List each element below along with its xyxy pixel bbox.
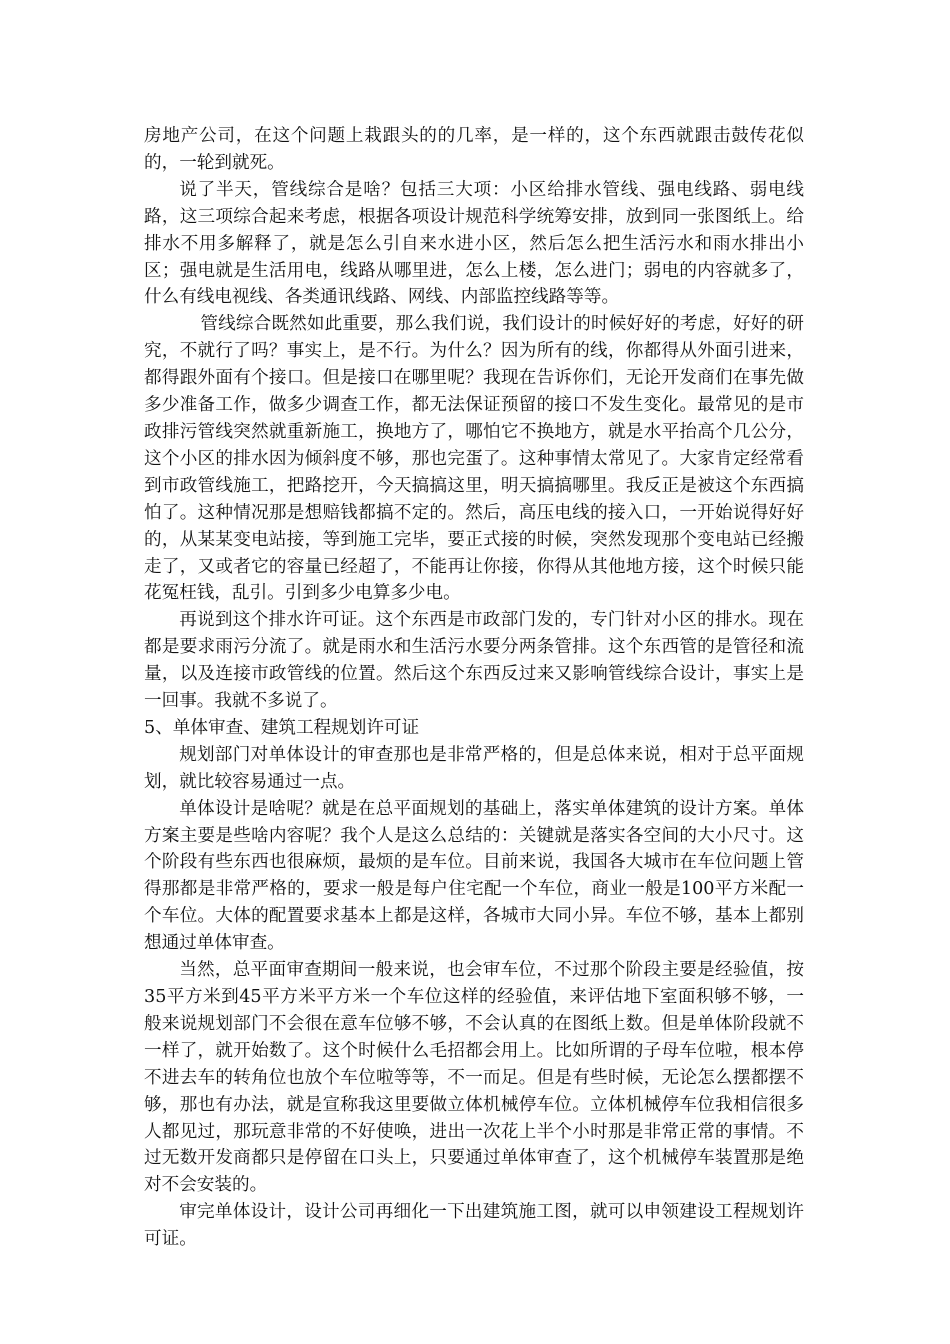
- paragraph-continuation: 房地产公司，在这个问题上栽跟头的的几率，是一样的，这个东西就跟击鼓传花似的，一轮到就死。: [144, 126, 804, 173]
- paragraph-parking-review: 当然，总平面审查期间一般来说，也会审车位，不过那个阶段主要是经验值，按35平方米到45平方米平方米一个车位这样的经验值，来评估地下室面积够不够，一般来说规划部门不会很在意车位够不够，不会认真的在图纸上数。但是单体阶段就不一样了，就开始数了。这个时候什么毛招都会用上。比如所谓的子母车位啦，根本停不进去车的转角位也放个车位啦等等，不一而足。但是有些时候，无论怎么摆都摆不够，那也有办法，就是宣称我这里要做立体机械停车位。立体机械停车位我相信很多人都见过，那玩意非常的不好使唤，进出一次花上半个小时那是非常正常的事情。不过无数开发商都只是停留在口头上，只要通过单体审查了，这个机械停车装置那是绝对不会安装的。: [144, 960, 804, 1196]
- paragraph-building-design: 单体设计是啥呢？就是在总平面规划的基础上，落实单体建筑的设计方案。单体方案主要是些啥内容呢？我个人是这么总结的：关键就是落实各空间的大小尺寸。这个阶段有些东西也很麻烦，最烦的是车位。目前来说，我国各大城市在车位问题上管得那都是非常严格的，要求一般是每户住宅配一个车位，商业一般是100平方米配一个车位。大体的配置要求基本上都是这样，各城市大同小异。车位不够，基本上都别想通过单体审查。: [144, 798, 804, 954]
- paragraph-drainage-permit: 再说到这个排水许可证。这个东西是市政部门发的，专门针对小区的排水。现在都是要求雨污分流了。就是雨水和生活污水要分两条管排。这个东西管的是管径和流量，以及连接市政管线的位置。然后这个东西反过来又影响管线综合设计，事实上是一回事。我就不多说了。: [144, 610, 804, 712]
- paragraph-pipeline-interfaces: 管线综合既然如此重要，那么我们说，我们设计的时候好好的考虑，好好的研究，不就行了吗？事实上，是不行。为什么？因为所有的线，你都得从外面引进来，都得跟外面有个接口。但是接口在哪里呢？我现在告诉你们，无论开发商们在事先做多少准备工作，做多少调查工作，都无法保证预留的接口不发生变化。最常见的是市政排污管线突然就重新施工，换地方了，哪怕它不换地方，就是水平抬高个几公分，这个小区的排水因为倾斜度不够，那也完蛋了。这种事情太常见了。大家肯定经常看到市政管线施工，把路挖开，今天搞搞这里，明天搞搞哪里。我反正是被这个东西搞怕了。这种情况那是想赔钱都搞不定的。然后，高压电线的接入口，一开始说得好好的，从某某变电站接，等到施工完毕，要正式接的时候，突然发现那个变电站已经搬走了，又或者它的容量已经超了，不能再让你接，你得从其他地方接，这个时候只能花冤枉钱，乱引。引到多少电算多少电。: [144, 314, 804, 604]
- section-heading: 5、单体审查、建筑工程规划许可证: [144, 717, 420, 738]
- paragraph-pipeline-overview: 说了半天，管线综合是啥？包括三大项：小区给排水管线、强电线路、弱电线路，这三项综合起来考虑，根据各项设计规范科学统筹安排，放到同一张图纸上。给排水不用多解释了，就是怎么引自来水进小区，然后怎么把生活污水和雨水排出小区；强电就是生活用电，线路从哪里进，怎么上楼，怎么进门；弱电的内容就多了，什么有线电视线、各类通讯线路、网线、内部监控线路等等。: [144, 179, 804, 308]
- paragraph-review-strictness: 规划部门对单体设计的审查那也是非常严格的，但是总体来说，相对于总平面规划，就比较容易通过一点。: [144, 744, 804, 792]
- document-body: [144, 123, 804, 1253]
- paragraph-planning-permit: 审完单体设计，设计公司再细化一下出建筑施工图，就可以申领建设工程规划许可证。: [144, 1202, 804, 1250]
